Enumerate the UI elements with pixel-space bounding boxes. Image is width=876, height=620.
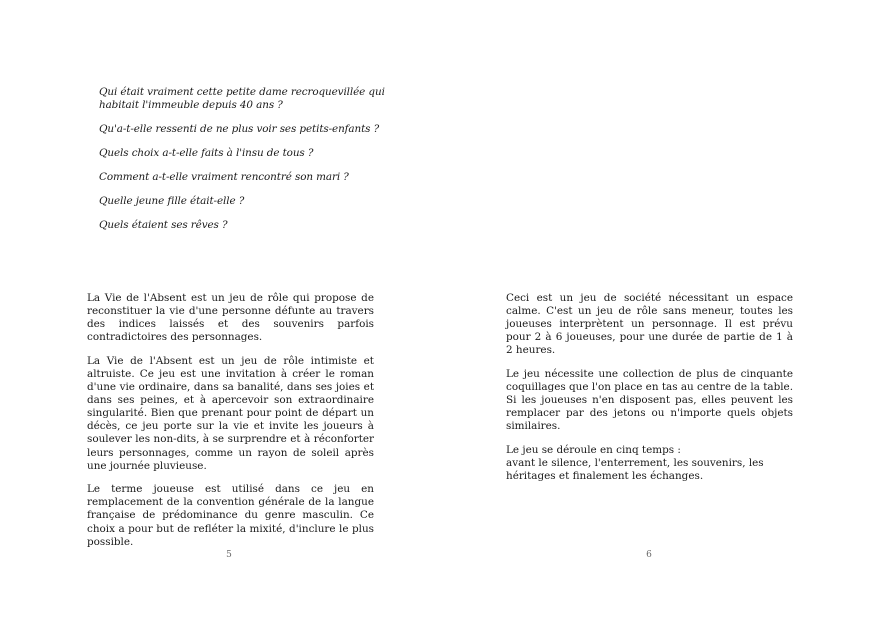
question-item: Qu'a-t-elle ressenti de ne plus voir ses petits-enfants ?: [99, 123, 380, 135]
page-number-left: 5: [226, 550, 232, 560]
phases-list: avant le silence, l'enterrement, les souvenirs, les héritages et finalement les échanges.: [506, 457, 764, 483]
left-body-text: [87, 292, 374, 559]
question-list: [99, 86, 389, 243]
paragraph-gender-note: Le terme joueuse est utilisé dans ce jeu en remplacement de la convention générale de la langue française de prédominance du genre masculin. Ce choix a pour but de refléter la mixité, d'inclure le plus possible.: [87, 483, 374, 548]
question-item: Quelle jeune fille était-elle ?: [99, 195, 245, 207]
paragraph-materials: Le jeu nécessite une collection de plus de cinquante coquillages que l'on place en tas au centre de la table. Si les joueuses n'en disposent pas, elles peuvent les remplacer par des jetons ou n'importe quels objets similaires.: [506, 367, 794, 433]
paragraph-intro: La Vie de l'Absent est un jeu de rôle qui propose de reconstituer la vie d'une personne défunte au travers des indices laissés et des souvenirs parfois contradictoires des personnages.: [87, 292, 374, 344]
question-item: Qui était vraiment cette petite dame recroquevillée qui habitait l'immeuble depuis 40 ans ?: [99, 86, 385, 111]
paragraph-phases: [506, 444, 793, 483]
paragraph-description: La Vie de l'Absent est un jeu de rôle intimiste et altruiste. Ce jeu est une invitation à créer le roman d'une vie ordinaire, dans sa banalité, dans ses joies et dans ses peines, et à apercevoir son extraordinaire singularité. Bien que prenant pour point de départ un décès, ce jeu porte sur la vie et invite les joueurs à soulever les non-dits, à se surprendre et à réconforter leurs personnages, comme un rayon de soleil après une journée pluvieuse.: [87, 354, 374, 472]
phases-intro: Le jeu se déroule en cinq temps :: [506, 443, 681, 456]
question-item: Quels choix a-t-elle faits à l'insu de tous ?: [99, 147, 314, 159]
paragraph-setup: Ceci est un jeu de société nécessitant un espace calme. C'est un jeu de rôle sans meneur, toutes les joueuses interprètent un personnage. Il est prévu pour 2 à 6 joueuses, pour une durée de partie de 1 à 2 heures.: [506, 292, 793, 357]
page-number-right: 6: [646, 550, 652, 560]
right-body-text: [506, 292, 793, 483]
question-item: Comment a-t-elle vraiment rencontré son mari ?: [99, 171, 349, 183]
question-item: Quels étaient ses rêves ?: [99, 219, 228, 231]
right-page: [438, 0, 876, 620]
